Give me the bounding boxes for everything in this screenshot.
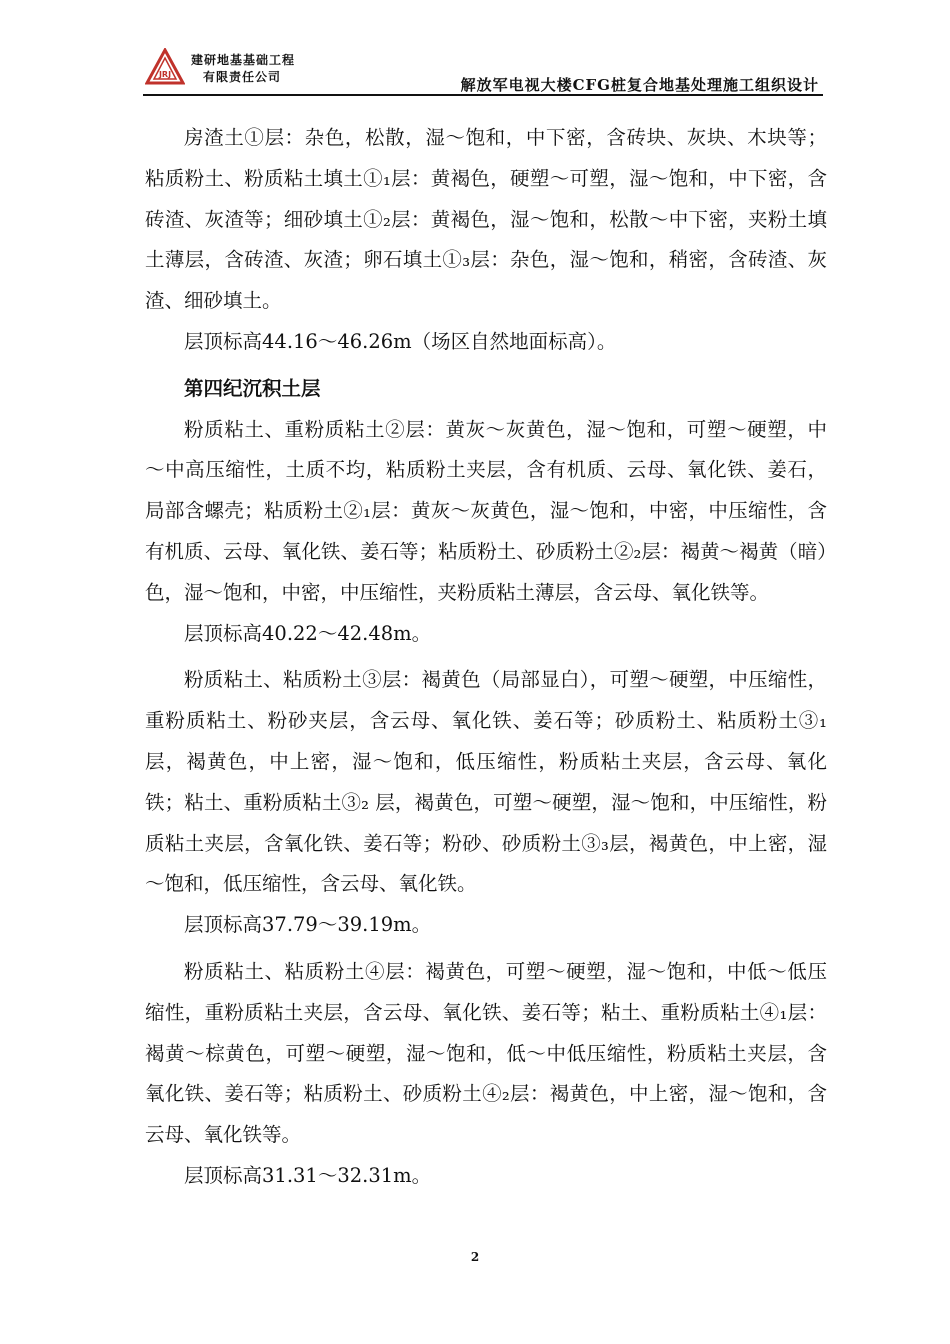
paragraph-elevation-1: 层顶标高44.16～46.26m（场区自然地面标高）。	[184, 329, 617, 353]
paragraph-elevation-4: 层顶标高31.31～32.31m。	[184, 1163, 432, 1187]
company-name-line2: 有限责任公司	[203, 70, 282, 84]
company-name	[191, 52, 295, 86]
body-text	[145, 118, 827, 1203]
page-number: 2	[470, 1250, 480, 1264]
paragraph-fill-layer: 房渣土①层：杂色，松散，湿～饱和，中下密，含砖块、灰块、木块等；粘质粉土、粉质粘土填土①₁层：黄褐色，硬塑～可塑，湿～饱和，中下密，含砖渣、灰渣等；细砂填土①₂层：黄褐色，湿～饱和，松散～中下密，夹粉土填土薄层，含砖渣、灰渣；卵石填土①₃层：杂色，湿～饱和，稍密，含砖渣、灰渣、细砂填土。	[145, 126, 827, 313]
document-title: 解放军电视大楼CFG桩复合地基处理施工组织设计	[460, 76, 819, 94]
logo-text: JRJ	[158, 70, 172, 79]
paragraph-layer-4: 粉质粘土、粘质粉土④层：褐黄色，可塑～硬塑，湿～饱和，中低～低压缩性，重粉质粘土夹层，含云母、氧化铁、姜石等；粘土、重粉质粘土④₁层：褐黄～棕黄色，可塑～硬塑，湿～饱和，低～中低压缩性，粉质粘土夹层，含氧化铁、姜石等；粘质粉土、砂质粉土④₂层：褐黄色，中上密，湿～饱和，含云母、氧化铁等。	[145, 959, 827, 1147]
company-name-line1: 建研地基基础工程	[191, 53, 296, 67]
company-logo	[145, 48, 185, 86]
paragraph-layer-2: 粉质粘土、重粉质粘土②层：黄灰～灰黄色，湿～饱和，可塑～硬塑，中～中高压缩性，土质不均，粘质粉土夹层，含有机质、云母、氧化铁、姜石，局部含螺壳；粘质粉土②₁层：黄灰～灰黄色，湿～饱和，中密，中压缩性，含有机质、云母、氧化铁、姜石等；粘质粉土、砂质粉土②₂层：褐黄～褐黄（暗）色，湿～饱和，中密，中压缩性，夹粉质粘土薄层，含云母、氧化铁等。	[145, 417, 827, 604]
section-heading-quaternary: 第四纪沉积土层	[184, 376, 321, 400]
paragraph-elevation-2: 层顶标高40.22～42.48m。	[184, 621, 432, 645]
paragraph-layer-3: 粉质粘土、粘质粉土③层：褐黄色（局部显白），可塑～硬塑，中压缩性，重粉质粘土、粉砂夹层，含云母、氧化铁、姜石等；砂质粉土、粘质粉土③₁层，褐黄色，中上密，湿～饱和，低压缩性，粉质粘土夹层，含云母、氧化铁；粘土、重粉质粘土③₂ 层，褐黄色，可塑～硬塑，湿～饱和，中压缩性，粉质粘土夹层，含氧化铁、姜石等；粉砂、砂质粉土③₃层，褐黄色，中上密，湿～饱和，低压缩性，含云母、氧化铁。	[145, 668, 827, 896]
header-divider	[143, 94, 823, 96]
page-header	[143, 40, 823, 96]
paragraph-elevation-3: 层顶标高37.79～39.19m。	[184, 913, 432, 937]
